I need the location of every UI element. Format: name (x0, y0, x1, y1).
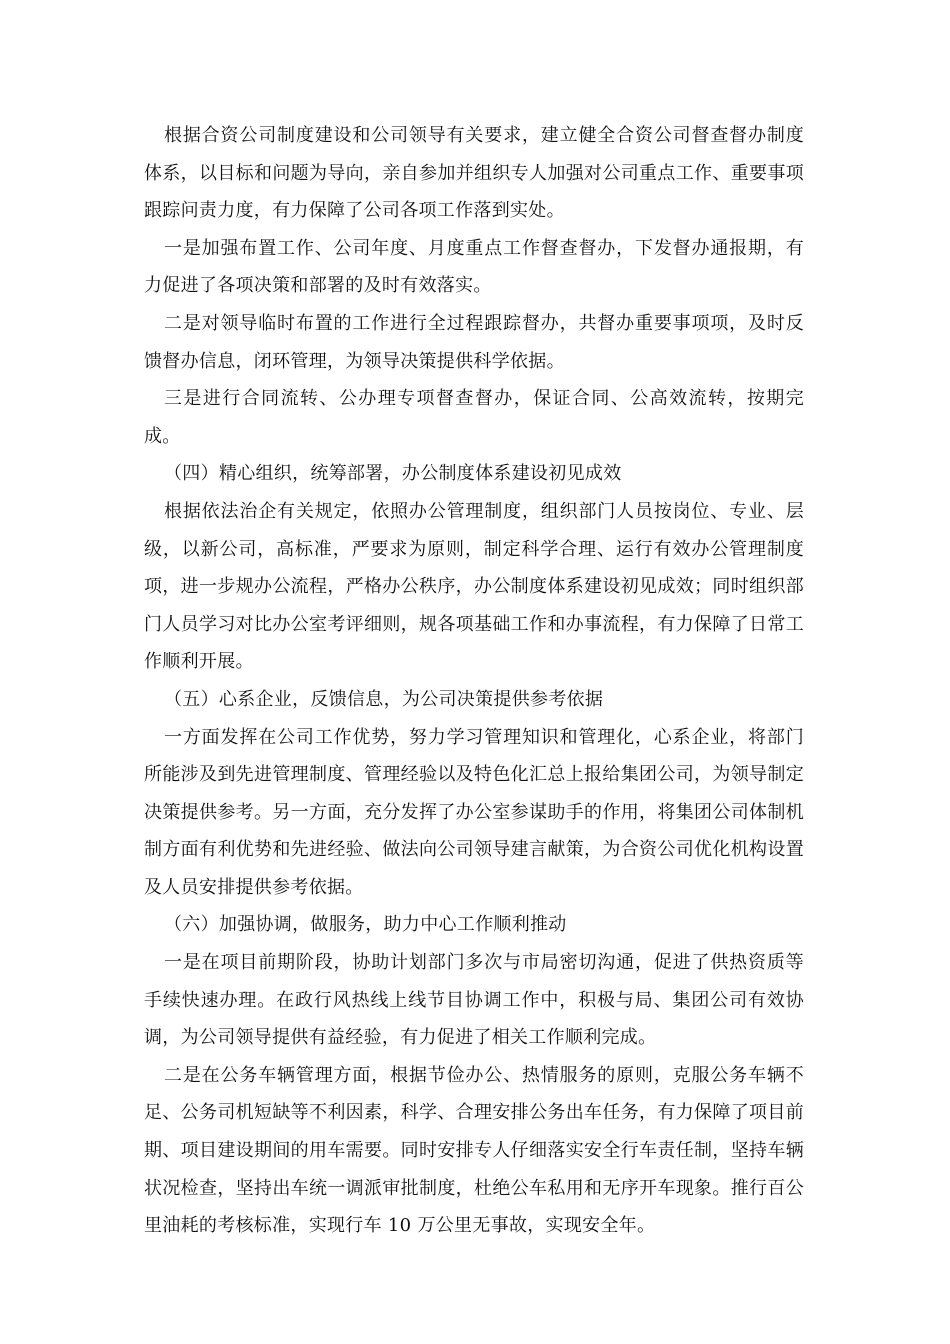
paragraph: 一是在项目前期阶段，协助计划部门多次与市局密切沟通，促进了供热资质等手续快速办理。在政行风热线上线节目协调工作中，积极与局、集团公司有效协调，为公司领导提供有益经验，有力促进了相关工作顺利完成。 (144, 952, 804, 1049)
section-heading: （五）心系企业，反馈信息，为公司决策提供参考依据 (164, 688, 604, 710)
paragraph: 根据依法治企有关规定，依照办公管理制度，组织部门人员按岗位、专业、层级，以新公司，高标准，严要求为原则，制定科学合理、运行有效办公管理制度项，进一步规办公流程，严格办公秩序，办公制度体系建设初见成效；同时组织部门人员学习对比办公室考评细则，规各项基础工作和办事流程，有力保障了日常工作顺利开展。 (144, 500, 804, 673)
paragraph: 一是加强布置工作、公司年度、月度重点工作督查督办，下发督办通报期，有力促进了各项决策和部署的及时有效落实。 (144, 237, 804, 297)
document-body (144, 117, 804, 1245)
paragraph: 二是对领导临时布置的工作进行全过程跟踪督办，共督办重要事项项，及时反馈督办信息，闭环管理，为领导决策提供科学依据。 (144, 312, 804, 372)
paragraph: 二是在公务车辆管理方面，根据节俭办公、热情服务的原则，克服公务车辆不足、公务司机短缺等不利因素，科学、合理安排公务出车任务，有力保障了项目前期、项目建设期间的用车需要。同时安排专人仔细落实安全行车责任制，坚持车辆状况检查，坚持出车统一调派审批制度，杜绝公车私用和无序开车现象。推行百公里油耗的考核标准，实现行车 10 万公里无事故，实现安全年。 (144, 1064, 804, 1237)
section-heading: （六）加强协调，做服务，助力中心工作顺利推动 (164, 914, 567, 936)
paragraph: 根据合资公司制度建设和公司领导有关要求，建立健全合资公司督查督办制度体系，以目标和问题为导向，亲自参加并组织专人加强对公司重点工作、重要事项跟踪问责力度，有力保障了公司各项工作落到实处。 (144, 125, 804, 222)
section-heading: （四）精心组织，统筹部署，办公制度体系建设初见成效 (164, 463, 622, 485)
paragraph: 一方面发挥在公司工作优势，努力学习管理知识和管理化，心系企业，将部门所能涉及到先进管理制度、管理经验以及特色化汇总上报给集团公司，为领导制定决策提供参考。另一方面，充分发挥了办公室参谋助手的作用，将集团公司体制机制方面有利优势和先进经验、做法向公司领导建言献策，为合资公司优化机构设置及人员安排提供参考依据。 (144, 726, 804, 898)
paragraph: 三是进行合同流转、公办理专项督查督办，保证合同、公高效流转，按期完成。 (144, 388, 804, 447)
